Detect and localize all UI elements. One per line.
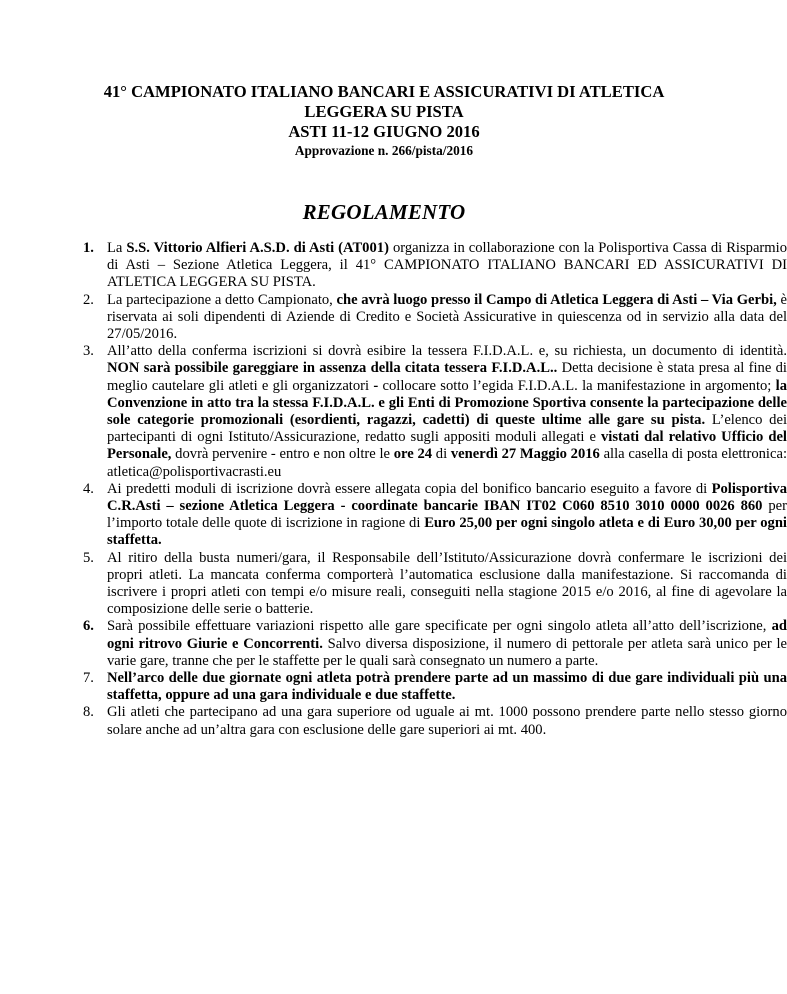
- rule-text: collocare sotto l’egida F.I.D.A.L. la manifestazione in argomento;: [378, 377, 776, 394]
- document-header: [0, 82, 768, 160]
- rule-text-bold: Polisportiva C.R.Asti – sezione Atletica Leggera - coordinate bancarie IBAN IT02 C060 8510 3010 0000 0026 860: [107, 480, 787, 515]
- rule-text-bold: NON sarà possibile gareggiare in assenza della citata tessera F.I.D.A.L..: [107, 360, 558, 377]
- rule-text-bold: vistati dal relativo Ufficio del Personale,: [107, 429, 787, 463]
- rule-text-bold: venerdì 27 Maggio 2016: [450, 446, 600, 463]
- header-title-line-2: LEGGERA SU PISTA: [304, 102, 464, 121]
- rules-list: [0, 240, 787, 739]
- rule-text-bold: ore 24: [393, 446, 433, 463]
- header-title-line-1: 41° CAMPIONATO ITALIANO BANCARI E ASSICURATIVI DI ATLETICA: [103, 82, 665, 101]
- regulation-title: REGOLAMENTO: [302, 200, 466, 224]
- rule-number: 2.: [83, 291, 94, 308]
- rule-text: di: [432, 446, 451, 463]
- rule-item-5: [83, 549, 787, 619]
- rule-item-4: [83, 480, 787, 550]
- rule-text: per l’importo totale delle quote di iscrizione in ragione di: [107, 498, 787, 532]
- rule-number: 3.: [83, 343, 94, 360]
- rule-text: Gli atleti che partecipano ad una gara superiore od uguale ai mt. 1000 possono prendere parte nello stesso giorno solare anche ad un’altra gara con esclusione delle gare superiori ai mt. 400.: [107, 704, 787, 738]
- rule-text: dovrà pervenire - entro e non oltre le: [171, 446, 394, 463]
- header-approval-number: Approvazione n. 266/pista/2016: [294, 143, 474, 158]
- rule-text-bold: la Convenzione in atto tra la stessa F.I.D.A.L. e gli Enti di Promozione Sportiva consente la partecipazione delle sole categorie promozionali (esordienti, ragazzi, cadetti) di queste ultime alle gare su pista.: [107, 377, 787, 429]
- rule-text-bold: S.S. Vittorio Alfieri A.S.D. di Asti (AT001): [126, 240, 389, 256]
- rule-text-bold: ad ogni ritrovo Giurie e Concorrenti.: [107, 618, 787, 652]
- rule-text: L’elenco dei partecipanti di ogni Istituto/Assicurazione, redatto sugli appositi moduli allegati e: [107, 412, 787, 446]
- rule-number: 8.: [83, 704, 94, 721]
- rule-number: 4.: [83, 480, 94, 497]
- rule-item-2: [83, 291, 787, 344]
- rule-number: 7.: [83, 670, 94, 687]
- rule-item-3: [83, 343, 787, 481]
- rule-number: 6.: [83, 618, 94, 635]
- rule-text: All’atto della conferma iscrizioni si dovrà esibire la tessera F.I.D.A.L. e, su richiesta, un documento di identità.: [107, 343, 787, 360]
- rule-text-bold: Nell’arco delle due giornate ogni atleta potrà prendere parte ad un massimo di due gare individuali più una staffetta, oppure ad una gara individuale e due staffette.: [107, 670, 787, 704]
- header-event-date: ASTI 11-12 GIUGNO 2016: [288, 122, 480, 141]
- rule-text: La partecipazione a detto Campionato,: [107, 291, 337, 308]
- rule-text-bold: -: [373, 377, 379, 394]
- rule-text: è riservata ai soli dipendenti di Aziende di Credito e Società Assicurative in quiescenza od in servizio alla data del 27/05/2016.: [107, 291, 787, 343]
- rule-text-bold: Euro 25,00 per ogni singolo atleta e di Euro 30,00 per ogni staffetta.: [107, 515, 787, 549]
- rule-text: Sarà possibile effettuare variazioni rispetto alle gare specificate per ogni singolo atleta all’atto dell’iscrizione,: [107, 618, 772, 635]
- rule-number: 5.: [83, 549, 94, 566]
- rule-item-7: [83, 670, 787, 704]
- rule-item-6: [83, 618, 787, 670]
- rule-text-email: alla casella di posta elettronica: atletica@polisportivacrasti.eu: [107, 446, 787, 480]
- rule-text: La: [107, 240, 127, 256]
- rule-text: organizza in collaborazione con la Polisportiva Cassa di Risparmio di Asti – Sezione Atletica Leggera, il 41° CAMPIONATO ITALIANO BANCARI ED ASSICURATIVI DI ATLETICA LEGGERA SU PISTA.: [107, 240, 787, 291]
- rule-text: Ai predetti moduli di iscrizione dovrà essere allegata copia del bonifico bancario eseguito a favore di: [107, 480, 712, 497]
- rule-text: Detta decisione è stata presa al fine di meglio cautelare gli atleti e gli organizzatori: [107, 360, 787, 394]
- rule-item-8: [83, 704, 787, 738]
- rule-text: Al ritiro della busta numeri/gara, il Responsabile dell’Istituto/Assicurazione dovrà confermare le iscrizioni dei propri atleti. La mancata conferma comporterà l’automatica esclusione dalla manifestazione. Si raccomanda di iscrivere i propri atleti con tempi e/o misure reali, conseguiti nella stagione 2015 e/o 2016, al fine di agevolare la composizione delle serie o batterie.: [107, 549, 787, 618]
- rule-text-bold: che avrà luogo presso il Campo di Atletica Leggera di Asti – Via Gerbi,: [336, 291, 777, 308]
- rule-text: Salvo diversa disposizione, il numero di pettorale per atleta sarà unico per le varie gare, tranne che per le staffette per le quali sarà consegnato un numero a parte.: [107, 635, 787, 669]
- rule-number: 1.: [83, 240, 94, 256]
- rule-item-1: [83, 240, 787, 292]
